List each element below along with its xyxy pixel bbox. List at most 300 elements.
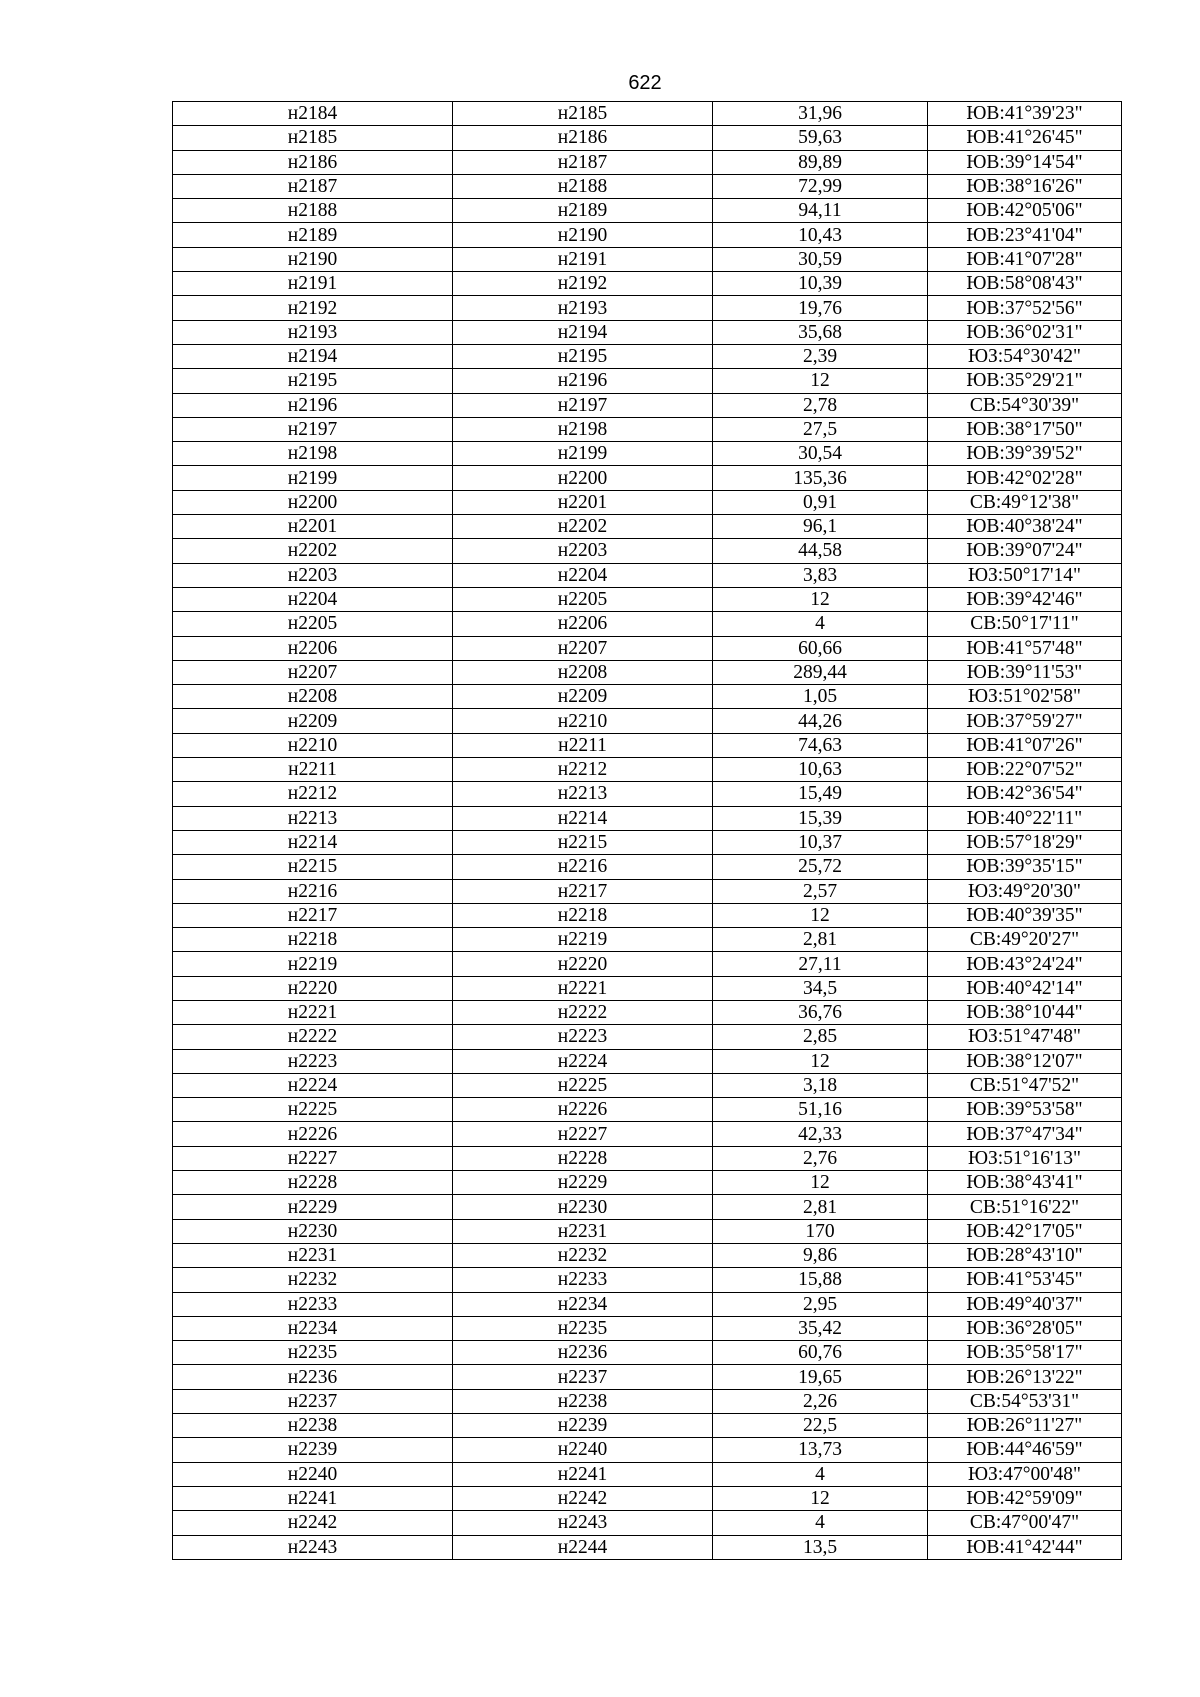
table-row <box>173 1098 1122 1122</box>
point-from-cell: н2198 <box>173 442 453 466</box>
bearing-cell: ЮВ:41°07'26" <box>928 733 1122 757</box>
point-from-cell: н2222 <box>173 1025 453 1049</box>
table-row <box>173 417 1122 441</box>
table-row <box>173 612 1122 636</box>
length-cell: 9,86 <box>713 1243 928 1267</box>
point-to-cell: н2237 <box>453 1365 713 1389</box>
point-to-cell: н2220 <box>453 952 713 976</box>
length-cell: 12 <box>713 903 928 927</box>
point-to-cell: н2222 <box>453 1000 713 1024</box>
length-cell: 2,26 <box>713 1389 928 1413</box>
point-to-cell: н2199 <box>453 442 713 466</box>
point-from-cell: н2230 <box>173 1219 453 1243</box>
length-cell: 12 <box>713 1049 928 1073</box>
bearing-cell: ЮВ:28°43'10" <box>928 1243 1122 1267</box>
bearing-cell: ЮВ:38°10'44" <box>928 1000 1122 1024</box>
length-cell: 15,49 <box>713 782 928 806</box>
point-from-cell: н2232 <box>173 1268 453 1292</box>
table-row <box>173 1146 1122 1170</box>
point-from-cell: н2241 <box>173 1486 453 1510</box>
table-row <box>173 1438 1122 1462</box>
table-row <box>173 1268 1122 1292</box>
length-cell: 89,89 <box>713 150 928 174</box>
point-from-cell: н2185 <box>173 126 453 150</box>
length-cell: 3,83 <box>713 563 928 587</box>
table-row <box>173 587 1122 611</box>
point-from-cell: н2201 <box>173 515 453 539</box>
point-from-cell: н2221 <box>173 1000 453 1024</box>
bearing-cell: ЮВ:38°17'50" <box>928 417 1122 441</box>
bearing-cell: ЮЗ:47°00'48" <box>928 1462 1122 1486</box>
length-cell: 44,26 <box>713 709 928 733</box>
point-to-cell: н2207 <box>453 636 713 660</box>
table-row <box>173 782 1122 806</box>
point-to-cell: н2211 <box>453 733 713 757</box>
point-to-cell: н2192 <box>453 272 713 296</box>
length-cell: 3,18 <box>713 1073 928 1097</box>
point-to-cell: н2187 <box>453 150 713 174</box>
point-to-cell: н2225 <box>453 1073 713 1097</box>
point-to-cell: н2238 <box>453 1389 713 1413</box>
point-to-cell: н2205 <box>453 587 713 611</box>
length-cell: 60,76 <box>713 1341 928 1365</box>
table-row <box>173 660 1122 684</box>
length-cell: 35,68 <box>713 320 928 344</box>
table-row <box>173 1486 1122 1510</box>
point-from-cell: н2216 <box>173 879 453 903</box>
bearing-cell: ЮВ:35°29'21" <box>928 369 1122 393</box>
point-to-cell: н2185 <box>453 102 713 126</box>
length-cell: 10,43 <box>713 223 928 247</box>
point-from-cell: н2223 <box>173 1049 453 1073</box>
table-row <box>173 272 1122 296</box>
point-from-cell: н2200 <box>173 490 453 514</box>
length-cell: 19,76 <box>713 296 928 320</box>
bearing-cell: ЮВ:41°57'48" <box>928 636 1122 660</box>
point-from-cell: н2228 <box>173 1171 453 1195</box>
bearing-cell: ЮЗ:54°30'42" <box>928 344 1122 368</box>
bearing-cell: СВ:51°16'22" <box>928 1195 1122 1219</box>
length-cell: 13,73 <box>713 1438 928 1462</box>
point-from-cell: н2189 <box>173 223 453 247</box>
table-row <box>173 102 1122 126</box>
point-from-cell: н2218 <box>173 928 453 952</box>
length-cell: 27,11 <box>713 952 928 976</box>
table-row <box>173 1365 1122 1389</box>
point-to-cell: н2215 <box>453 830 713 854</box>
bearing-cell: ЮВ:35°58'17" <box>928 1341 1122 1365</box>
table-body <box>173 102 1122 1560</box>
table-row <box>173 1414 1122 1438</box>
bearing-cell: ЮВ:42°36'54" <box>928 782 1122 806</box>
point-to-cell: н2236 <box>453 1341 713 1365</box>
table-row <box>173 758 1122 782</box>
point-from-cell: н2196 <box>173 393 453 417</box>
table-row <box>173 733 1122 757</box>
bearing-cell: ЮВ:38°12'07" <box>928 1049 1122 1073</box>
point-to-cell: н2212 <box>453 758 713 782</box>
bearing-cell: ЮВ:37°47'34" <box>928 1122 1122 1146</box>
bearing-cell: ЮВ:38°43'41" <box>928 1171 1122 1195</box>
length-cell: 15,39 <box>713 806 928 830</box>
point-to-cell: н2196 <box>453 369 713 393</box>
bearing-cell: ЮВ:42°17'05" <box>928 1219 1122 1243</box>
point-from-cell: н2192 <box>173 296 453 320</box>
point-from-cell: н2225 <box>173 1098 453 1122</box>
bearing-cell: ЮВ:36°02'31" <box>928 320 1122 344</box>
bearing-cell: ЮВ:39°07'24" <box>928 539 1122 563</box>
point-to-cell: н2214 <box>453 806 713 830</box>
table-row <box>173 976 1122 1000</box>
point-to-cell: н2213 <box>453 782 713 806</box>
length-cell: 25,72 <box>713 855 928 879</box>
bearing-cell: ЮВ:41°39'23" <box>928 102 1122 126</box>
table-row <box>173 903 1122 927</box>
table-row <box>173 296 1122 320</box>
table-row <box>173 1341 1122 1365</box>
table-row <box>173 442 1122 466</box>
point-from-cell: н2236 <box>173 1365 453 1389</box>
page-number: 622 <box>628 72 662 94</box>
length-cell: 30,54 <box>713 442 928 466</box>
table-row <box>173 928 1122 952</box>
length-cell: 2,81 <box>713 1195 928 1219</box>
bearing-cell: СВ:54°53'31" <box>928 1389 1122 1413</box>
point-to-cell: н2197 <box>453 393 713 417</box>
bearing-cell: ЮВ:23°41'04" <box>928 223 1122 247</box>
length-cell: 31,96 <box>713 102 928 126</box>
point-from-cell: н2194 <box>173 344 453 368</box>
length-cell: 59,63 <box>713 126 928 150</box>
length-cell: 12 <box>713 1486 928 1510</box>
table-row <box>173 855 1122 879</box>
bearing-cell: ЮВ:41°53'45" <box>928 1268 1122 1292</box>
length-cell: 94,11 <box>713 199 928 223</box>
table-row <box>173 1122 1122 1146</box>
point-from-cell: н2210 <box>173 733 453 757</box>
point-to-cell: н2190 <box>453 223 713 247</box>
point-from-cell: н2235 <box>173 1341 453 1365</box>
table-row <box>173 490 1122 514</box>
boundary-segments-table <box>172 101 1122 1560</box>
table-row <box>173 1292 1122 1316</box>
point-to-cell: н2216 <box>453 855 713 879</box>
table-row <box>173 466 1122 490</box>
bearing-cell: ЮВ:40°42'14" <box>928 976 1122 1000</box>
point-from-cell: н2234 <box>173 1316 453 1340</box>
point-from-cell: н2240 <box>173 1462 453 1486</box>
point-from-cell: н2227 <box>173 1146 453 1170</box>
point-to-cell: н2188 <box>453 174 713 198</box>
point-from-cell: н2197 <box>173 417 453 441</box>
point-from-cell: н2207 <box>173 660 453 684</box>
bearing-cell: ЮВ:39°42'46" <box>928 587 1122 611</box>
point-from-cell: н2209 <box>173 709 453 733</box>
table-row <box>173 1462 1122 1486</box>
point-to-cell: н2235 <box>453 1316 713 1340</box>
bearing-cell: ЮВ:41°07'28" <box>928 247 1122 271</box>
point-from-cell: н2203 <box>173 563 453 587</box>
point-to-cell: н2201 <box>453 490 713 514</box>
table-row <box>173 320 1122 344</box>
bearing-cell: ЮВ:43°24'24" <box>928 952 1122 976</box>
bearing-cell: ЮВ:26°13'22" <box>928 1365 1122 1389</box>
point-to-cell: н2241 <box>453 1462 713 1486</box>
point-to-cell: н2242 <box>453 1486 713 1510</box>
length-cell: 72,99 <box>713 174 928 198</box>
table-row <box>173 199 1122 223</box>
table-row <box>173 126 1122 150</box>
length-cell: 170 <box>713 1219 928 1243</box>
length-cell: 74,63 <box>713 733 928 757</box>
table-row <box>173 344 1122 368</box>
table-row <box>173 685 1122 709</box>
bearing-cell: ЮЗ:51°47'48" <box>928 1025 1122 1049</box>
bearing-cell: ЮВ:37°59'27" <box>928 709 1122 733</box>
length-cell: 2,76 <box>713 1146 928 1170</box>
bearing-cell: ЮВ:39°11'53" <box>928 660 1122 684</box>
point-to-cell: н2223 <box>453 1025 713 1049</box>
table-row <box>173 150 1122 174</box>
point-from-cell: н2206 <box>173 636 453 660</box>
table-row <box>173 636 1122 660</box>
bearing-cell: ЮЗ:51°02'58" <box>928 685 1122 709</box>
point-to-cell: н2191 <box>453 247 713 271</box>
point-from-cell: н2193 <box>173 320 453 344</box>
length-cell: 10,39 <box>713 272 928 296</box>
point-from-cell: н2187 <box>173 174 453 198</box>
point-to-cell: н2230 <box>453 1195 713 1219</box>
bearing-cell: ЮВ:39°39'52" <box>928 442 1122 466</box>
length-cell: 12 <box>713 369 928 393</box>
point-to-cell: н2206 <box>453 612 713 636</box>
point-from-cell: н2243 <box>173 1535 453 1559</box>
bearing-cell: ЮВ:39°53'58" <box>928 1098 1122 1122</box>
point-to-cell: н2232 <box>453 1243 713 1267</box>
table-row <box>173 1073 1122 1097</box>
table-row <box>173 223 1122 247</box>
point-to-cell: н2210 <box>453 709 713 733</box>
point-from-cell: н2214 <box>173 830 453 854</box>
table-row <box>173 1316 1122 1340</box>
length-cell: 2,95 <box>713 1292 928 1316</box>
length-cell: 96,1 <box>713 515 928 539</box>
point-to-cell: н2233 <box>453 1268 713 1292</box>
length-cell: 27,5 <box>713 417 928 441</box>
length-cell: 2,81 <box>713 928 928 952</box>
bearing-cell: СВ:47°00'47" <box>928 1511 1122 1535</box>
table-row <box>173 1535 1122 1559</box>
table-row <box>173 1000 1122 1024</box>
point-to-cell: н2189 <box>453 199 713 223</box>
length-cell: 12 <box>713 587 928 611</box>
length-cell: 51,16 <box>713 1098 928 1122</box>
point-from-cell: н2226 <box>173 1122 453 1146</box>
table-row <box>173 1195 1122 1219</box>
point-to-cell: н2193 <box>453 296 713 320</box>
point-from-cell: н2184 <box>173 102 453 126</box>
point-from-cell: н2220 <box>173 976 453 1000</box>
point-to-cell: н2231 <box>453 1219 713 1243</box>
length-cell: 19,65 <box>713 1365 928 1389</box>
length-cell: 2,39 <box>713 344 928 368</box>
bearing-cell: СВ:50°17'11" <box>928 612 1122 636</box>
length-cell: 2,78 <box>713 393 928 417</box>
length-cell: 60,66 <box>713 636 928 660</box>
table-row <box>173 952 1122 976</box>
length-cell: 1,05 <box>713 685 928 709</box>
bearing-cell: ЮВ:58°08'43" <box>928 272 1122 296</box>
table-row <box>173 1219 1122 1243</box>
point-from-cell: н2217 <box>173 903 453 927</box>
point-to-cell: н2217 <box>453 879 713 903</box>
point-to-cell: н2234 <box>453 1292 713 1316</box>
length-cell: 15,88 <box>713 1268 928 1292</box>
point-from-cell: н2239 <box>173 1438 453 1462</box>
bearing-cell: СВ:54°30'39" <box>928 393 1122 417</box>
length-cell: 289,44 <box>713 660 928 684</box>
point-from-cell: н2188 <box>173 199 453 223</box>
point-to-cell: н2228 <box>453 1146 713 1170</box>
point-to-cell: н2204 <box>453 563 713 587</box>
table-row <box>173 1243 1122 1267</box>
point-from-cell: н2190 <box>173 247 453 271</box>
point-from-cell: н2213 <box>173 806 453 830</box>
bearing-cell: ЮЗ:50°17'14" <box>928 563 1122 587</box>
bearing-cell: ЮЗ:51°16'13" <box>928 1146 1122 1170</box>
point-to-cell: н2224 <box>453 1049 713 1073</box>
bearing-cell: ЮВ:44°46'59" <box>928 1438 1122 1462</box>
point-to-cell: н2186 <box>453 126 713 150</box>
table-row <box>173 563 1122 587</box>
point-to-cell: н2208 <box>453 660 713 684</box>
length-cell: 22,5 <box>713 1414 928 1438</box>
bearing-cell: ЮВ:42°02'28" <box>928 466 1122 490</box>
point-to-cell: н2219 <box>453 928 713 952</box>
point-to-cell: н2243 <box>453 1511 713 1535</box>
table-row <box>173 1171 1122 1195</box>
bearing-cell: ЮВ:49°40'37" <box>928 1292 1122 1316</box>
length-cell: 34,5 <box>713 976 928 1000</box>
point-to-cell: н2226 <box>453 1098 713 1122</box>
point-to-cell: н2198 <box>453 417 713 441</box>
table-row <box>173 369 1122 393</box>
point-from-cell: н2204 <box>173 587 453 611</box>
table-row <box>173 539 1122 563</box>
length-cell: 36,76 <box>713 1000 928 1024</box>
length-cell: 10,37 <box>713 830 928 854</box>
length-cell: 44,58 <box>713 539 928 563</box>
table-row <box>173 174 1122 198</box>
length-cell: 4 <box>713 1511 928 1535</box>
bearing-cell: ЮВ:36°28'05" <box>928 1316 1122 1340</box>
point-from-cell: н2205 <box>173 612 453 636</box>
table-row <box>173 709 1122 733</box>
point-from-cell: н2242 <box>173 1511 453 1535</box>
length-cell: 42,33 <box>713 1122 928 1146</box>
point-from-cell: н2195 <box>173 369 453 393</box>
bearing-cell: ЮВ:40°39'35" <box>928 903 1122 927</box>
bearing-cell: ЮВ:38°16'26" <box>928 174 1122 198</box>
point-to-cell: н2229 <box>453 1171 713 1195</box>
point-from-cell: н2191 <box>173 272 453 296</box>
length-cell: 35,42 <box>713 1316 928 1340</box>
bearing-cell: ЮВ:40°22'11" <box>928 806 1122 830</box>
bearing-cell: ЮВ:22°07'52" <box>928 758 1122 782</box>
bearing-cell: ЮВ:26°11'27" <box>928 1414 1122 1438</box>
table-row <box>173 515 1122 539</box>
point-from-cell: н2237 <box>173 1389 453 1413</box>
bearing-cell: ЮВ:39°14'54" <box>928 150 1122 174</box>
point-from-cell: н2211 <box>173 758 453 782</box>
table-row <box>173 1511 1122 1535</box>
table-row <box>173 247 1122 271</box>
point-to-cell: н2203 <box>453 539 713 563</box>
point-from-cell: н2224 <box>173 1073 453 1097</box>
point-from-cell: н2208 <box>173 685 453 709</box>
bearing-cell: ЮЗ:49°20'30" <box>928 879 1122 903</box>
bearing-cell: СВ:49°20'27" <box>928 928 1122 952</box>
table-row <box>173 879 1122 903</box>
point-from-cell: н2219 <box>173 952 453 976</box>
point-from-cell: н2199 <box>173 466 453 490</box>
point-from-cell: н2233 <box>173 1292 453 1316</box>
point-to-cell: н2227 <box>453 1122 713 1146</box>
bearing-cell: СВ:51°47'52" <box>928 1073 1122 1097</box>
point-to-cell: н2200 <box>453 466 713 490</box>
bearing-cell: ЮВ:40°38'24" <box>928 515 1122 539</box>
table-row <box>173 1389 1122 1413</box>
point-from-cell: н2229 <box>173 1195 453 1219</box>
length-cell: 13,5 <box>713 1535 928 1559</box>
length-cell: 0,91 <box>713 490 928 514</box>
length-cell: 4 <box>713 1462 928 1486</box>
table-row <box>173 1049 1122 1073</box>
point-to-cell: н2194 <box>453 320 713 344</box>
bearing-cell: ЮВ:42°59'09" <box>928 1486 1122 1510</box>
point-to-cell: н2240 <box>453 1438 713 1462</box>
length-cell: 135,36 <box>713 466 928 490</box>
bearing-cell: СВ:49°12'38" <box>928 490 1122 514</box>
table-row <box>173 1025 1122 1049</box>
length-cell: 2,57 <box>713 879 928 903</box>
table-row <box>173 830 1122 854</box>
point-from-cell: н2238 <box>173 1414 453 1438</box>
point-from-cell: н2202 <box>173 539 453 563</box>
point-to-cell: н2221 <box>453 976 713 1000</box>
point-to-cell: н2195 <box>453 344 713 368</box>
length-cell: 2,85 <box>713 1025 928 1049</box>
point-to-cell: н2218 <box>453 903 713 927</box>
point-from-cell: н2215 <box>173 855 453 879</box>
point-from-cell: н2212 <box>173 782 453 806</box>
length-cell: 10,63 <box>713 758 928 782</box>
bearing-cell: ЮВ:57°18'29" <box>928 830 1122 854</box>
bearing-cell: ЮВ:37°52'56" <box>928 296 1122 320</box>
point-from-cell: н2231 <box>173 1243 453 1267</box>
bearing-cell: ЮВ:42°05'06" <box>928 199 1122 223</box>
point-to-cell: н2244 <box>453 1535 713 1559</box>
length-cell: 12 <box>713 1171 928 1195</box>
table-row <box>173 806 1122 830</box>
length-cell: 4 <box>713 612 928 636</box>
bearing-cell: ЮВ:39°35'15" <box>928 855 1122 879</box>
length-cell: 30,59 <box>713 247 928 271</box>
point-from-cell: н2186 <box>173 150 453 174</box>
point-to-cell: н2209 <box>453 685 713 709</box>
bearing-cell: ЮВ:41°26'45" <box>928 126 1122 150</box>
table-row <box>173 393 1122 417</box>
